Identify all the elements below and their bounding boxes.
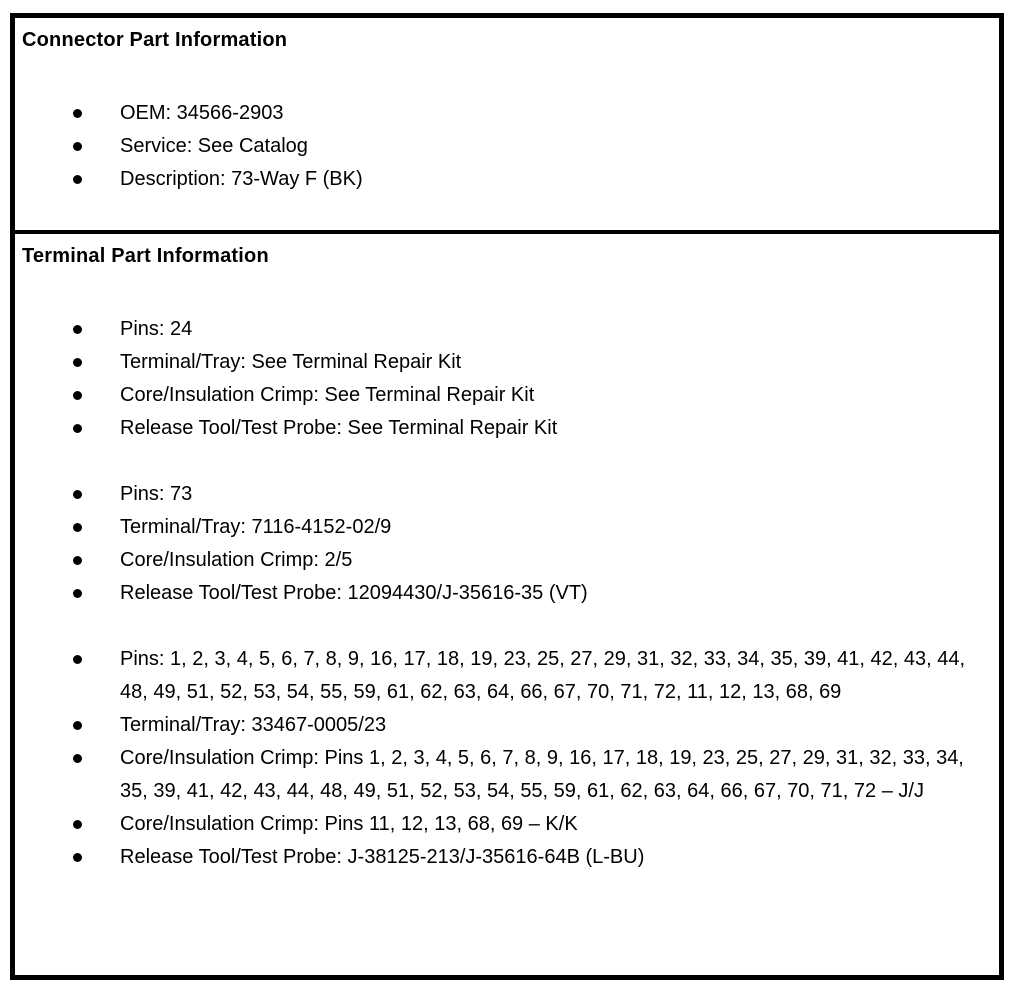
list-item-pins: Pins: 24: [22, 313, 990, 346]
connector-bullet-group: [22, 97, 990, 196]
list-item-pins: Pins: 73: [22, 478, 990, 511]
list-item-oem: OEM: 34566-2903: [22, 97, 990, 130]
list-item-terminal-tray: Terminal/Tray: 7116-4152-02/9: [22, 511, 990, 544]
list-item-core-insulation-crimp: Core/Insulation Crimp: Pins 1, 2, 3, 4, 5, 6, 7, 8, 9, 16, 17, 18, 19, 23, 25, 27, 29, 31, 32, 33, 34, 35, 39, 41, 42, 43, 44, 48, 49, 51, 52, 53, 54, 55, 59, 61, 62, 63, 64, 66, 67, 70, 71, 72 – J/J: [22, 742, 990, 808]
terminal-bullet-group-3: [22, 643, 990, 874]
list-item-core-insulation-crimp: Core/Insulation Crimp: 2/5: [22, 544, 990, 577]
section-connector-part-information: [15, 18, 999, 234]
list-item-pins: Pins: 1, 2, 3, 4, 5, 6, 7, 8, 9, 16, 17, 18, 19, 23, 25, 27, 29, 31, 32, 33, 34, 35, 39, 41, 42, 43, 44, 48, 49, 51, 52, 53, 54, 55, 59, 61, 62, 63, 64, 66, 67, 70, 71, 72, 11, 12, 13, 68, 69: [22, 643, 990, 709]
terminal-bullet-group-2: [22, 478, 990, 610]
section-title-connector: Connector Part Information: [22, 29, 288, 51]
section-terminal-part-information: [15, 234, 999, 971]
list-item-release-tool-test-probe: Release Tool/Test Probe: See Terminal Repair Kit: [22, 412, 990, 445]
part-info-document: [10, 13, 1004, 980]
list-item-description: Description: 73-Way F (BK): [22, 163, 990, 196]
list-item-release-tool-test-probe: Release Tool/Test Probe: J-38125-213/J-35616-64B (L-BU): [22, 841, 990, 874]
list-item-core-insulation-crimp: Core/Insulation Crimp: See Terminal Repair Kit: [22, 379, 990, 412]
list-item-release-tool-test-probe: Release Tool/Test Probe: 12094430/J-35616-35 (VT): [22, 577, 990, 610]
list-item-terminal-tray: Terminal/Tray: See Terminal Repair Kit: [22, 346, 990, 379]
terminal-bullet-group-1: [22, 313, 990, 445]
list-item-terminal-tray: Terminal/Tray: 33467-0005/23: [22, 709, 990, 742]
section-title-terminal: Terminal Part Information: [22, 245, 269, 267]
list-item-service: Service: See Catalog: [22, 130, 990, 163]
list-item-core-insulation-crimp-2: Core/Insulation Crimp: Pins 11, 12, 13, 68, 69 – K/K: [22, 808, 990, 841]
